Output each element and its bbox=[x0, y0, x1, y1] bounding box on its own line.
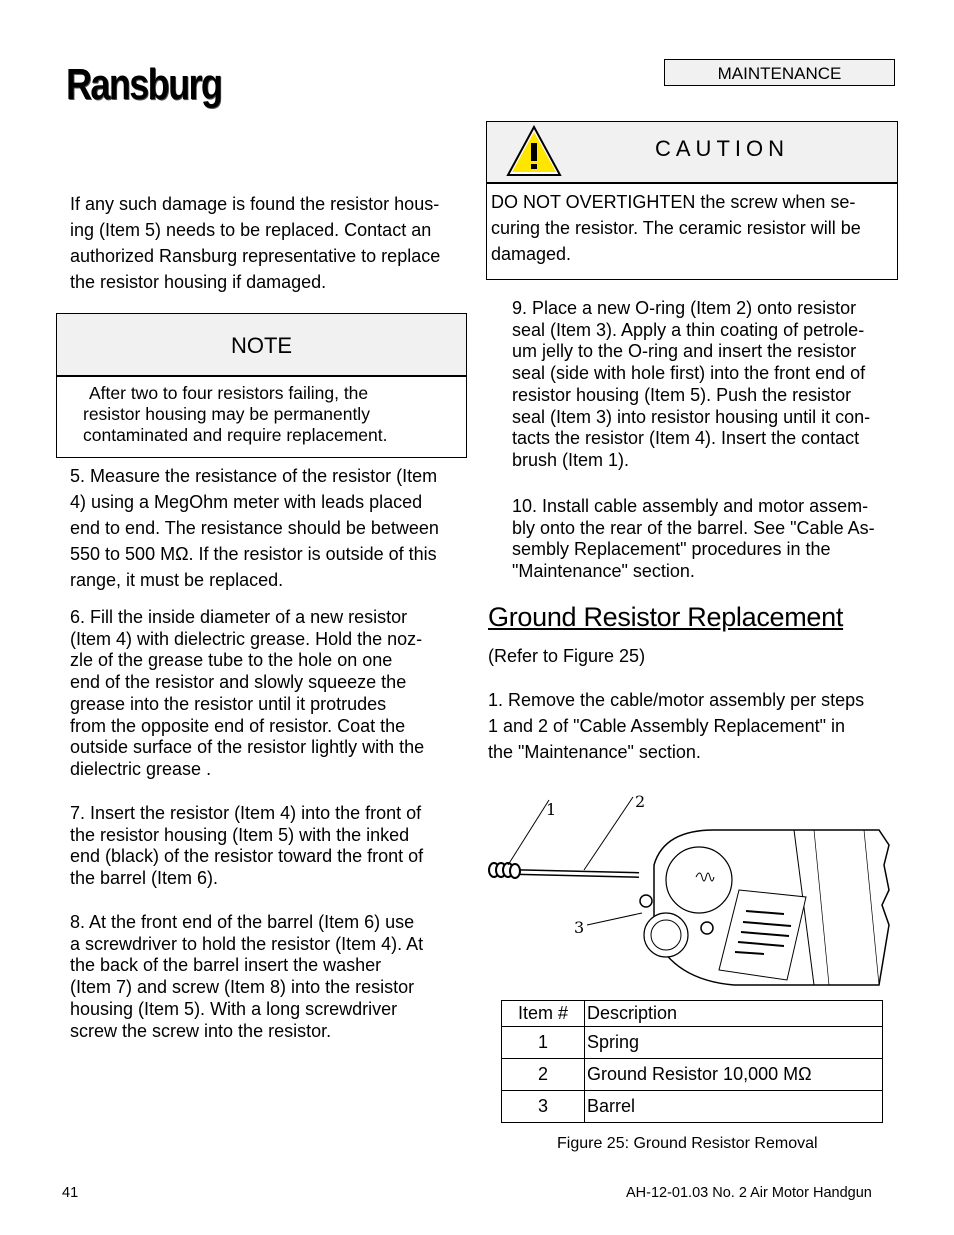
text-line: 4) using a MegOhm meter with leads placed bbox=[70, 492, 423, 512]
text-line: seal (side with hole first) into the front end of bbox=[512, 363, 866, 384]
text-line: 10. Install cable assembly and motor assem- bbox=[512, 496, 869, 516]
section-tag: MAINTENANCE bbox=[664, 59, 895, 86]
text-line: 1 and 2 of "Cable Assembly Replacement" in bbox=[488, 716, 845, 736]
caution-body bbox=[487, 184, 897, 267]
text-line: 8. At the front end of the barrel (Item 6) use bbox=[70, 912, 415, 932]
text-line: um jelly to the O-ring and insert the resistor bbox=[512, 341, 857, 362]
ground-resistor-figure bbox=[484, 785, 904, 995]
text-line: from the opposite end of resistor. Coat the bbox=[70, 715, 406, 736]
step-8 bbox=[70, 912, 441, 1042]
text-line: resistor housing (Item 5). Push the resistor bbox=[512, 384, 852, 405]
text-line: screw the screw into the resistor. bbox=[70, 1020, 332, 1041]
callout-2: 2 bbox=[635, 792, 646, 811]
text-line: the back of the barrel insert the washer bbox=[70, 955, 382, 976]
text-line: outside surface of the resistor lightly with the bbox=[70, 737, 425, 758]
caution-box bbox=[486, 121, 898, 280]
item-number: 3 bbox=[502, 1091, 585, 1123]
text-line: end to end. The resistance should be between bbox=[70, 518, 439, 538]
figure-caption: Figure 25: Ground Resistor Removal bbox=[557, 1135, 818, 1152]
text-line: 6. Fill the inside diameter of a new resistor bbox=[70, 607, 408, 627]
text-line: range, it must be replaced. bbox=[70, 570, 284, 590]
caution-line: curing the resistor. The ceramic resistor will be bbox=[491, 218, 861, 238]
callout-1: 1 bbox=[546, 800, 557, 819]
note-line: contaminated and require replacement. bbox=[83, 425, 388, 445]
item-description: Spring bbox=[585, 1027, 883, 1059]
text-line: 9. Place a new O-ring (Item 2) onto resistor bbox=[512, 298, 857, 318]
warning-triangle-icon bbox=[505, 124, 563, 178]
caution-line: damaged. bbox=[491, 244, 572, 264]
text-line: the barrel (Item 6). bbox=[70, 868, 219, 889]
header-item-number: Item # bbox=[502, 1001, 585, 1027]
text-line: zle of the grease tube to the hole on one bbox=[70, 650, 393, 671]
text-line: If any such damage is found the resistor hous- bbox=[70, 194, 440, 214]
table-header-row bbox=[502, 1001, 883, 1027]
figure-reference: (Refer to Figure 25) bbox=[488, 646, 646, 666]
note-line: resistor housing may be permanently bbox=[83, 404, 370, 424]
text-line: bly onto the rear of the barrel. See "Cable As- bbox=[512, 517, 875, 538]
parts-table bbox=[501, 1000, 883, 1123]
text-line: dielectric grease . bbox=[70, 758, 212, 779]
text-line: 7. Insert the resistor (Item 4) into the front of bbox=[70, 803, 422, 823]
text-line: the resistor housing if damaged. bbox=[70, 272, 327, 292]
text-line: end of the resistor and slowly squeeze the bbox=[70, 672, 407, 693]
ground-step-1 bbox=[488, 687, 888, 765]
text-line: 1. Remove the cable/motor assembly per steps bbox=[488, 690, 865, 710]
step-10 bbox=[512, 496, 892, 583]
text-line: seal (Item 3). Apply a thin coating of petrole- bbox=[512, 319, 865, 340]
text-line: seal (Item 3) into resistor housing until it con- bbox=[512, 406, 871, 427]
step-7 bbox=[70, 803, 441, 890]
text-line: 550 to 500 MΩ. If the resistor is outside of this bbox=[70, 544, 437, 564]
text-line: "Maintenance" section. bbox=[512, 561, 695, 582]
item-number: 1 bbox=[502, 1027, 585, 1059]
text-line: sembly Replacement" procedures in the bbox=[512, 539, 831, 560]
note-title: NOTE bbox=[57, 314, 466, 377]
caution-header bbox=[487, 122, 897, 184]
item-number: 2 bbox=[502, 1059, 585, 1091]
note-line: After two to four resistors failing, the bbox=[89, 383, 369, 403]
table-row bbox=[502, 1091, 883, 1123]
callout-3: 3 bbox=[574, 918, 585, 937]
table-row bbox=[502, 1027, 883, 1059]
text-line: the resistor housing (Item 5) with the inked bbox=[70, 824, 410, 845]
intro-paragraph bbox=[70, 191, 470, 295]
text-line: a screwdriver to hold the resistor (Item 4). At bbox=[70, 933, 424, 954]
text-line: end (black) of the resistor toward the front of bbox=[70, 846, 424, 867]
header-description: Description bbox=[585, 1001, 883, 1027]
brand-logo: Ransburg bbox=[66, 60, 222, 109]
text-line: ing (Item 5) needs to be replaced. Contact an bbox=[70, 220, 432, 240]
text-line: housing (Item 5). With a long screwdriver bbox=[70, 998, 398, 1019]
page-number: 41 bbox=[62, 1185, 79, 1201]
text-line: authorized Ransburg representative to replace bbox=[70, 246, 441, 266]
text-line: tacts the resistor (Item 4). Insert the contact bbox=[512, 428, 860, 449]
step-9 bbox=[512, 298, 892, 472]
step-5 bbox=[70, 463, 470, 593]
item-description: Ground Resistor 10,000 MΩ bbox=[585, 1059, 883, 1091]
text-line: the "Maintenance" section. bbox=[488, 742, 701, 762]
caution-line: DO NOT OVERTIGHTEN the screw when se- bbox=[491, 192, 856, 212]
item-description: Barrel bbox=[585, 1091, 883, 1123]
section-heading: Ground Resistor Replacement bbox=[488, 602, 844, 632]
note-body bbox=[57, 377, 466, 446]
document-id: AH-12-01.03 No. 2 Air Motor Handgun bbox=[626, 1185, 872, 1201]
step-6 bbox=[70, 607, 441, 781]
text-line: brush (Item 1). bbox=[512, 449, 630, 470]
table-row bbox=[502, 1059, 883, 1091]
text-line: (Item 4) with dielectric grease. Hold the noz- bbox=[70, 628, 423, 649]
caution-title: CAUTION bbox=[655, 136, 789, 161]
text-line: grease into the resistor until it protrudes bbox=[70, 693, 387, 714]
note-box bbox=[56, 313, 467, 458]
text-line: 5. Measure the resistance of the resistor (Item bbox=[70, 466, 438, 486]
text-line: (Item 7) and screw (Item 8) into the resistor bbox=[70, 977, 415, 998]
